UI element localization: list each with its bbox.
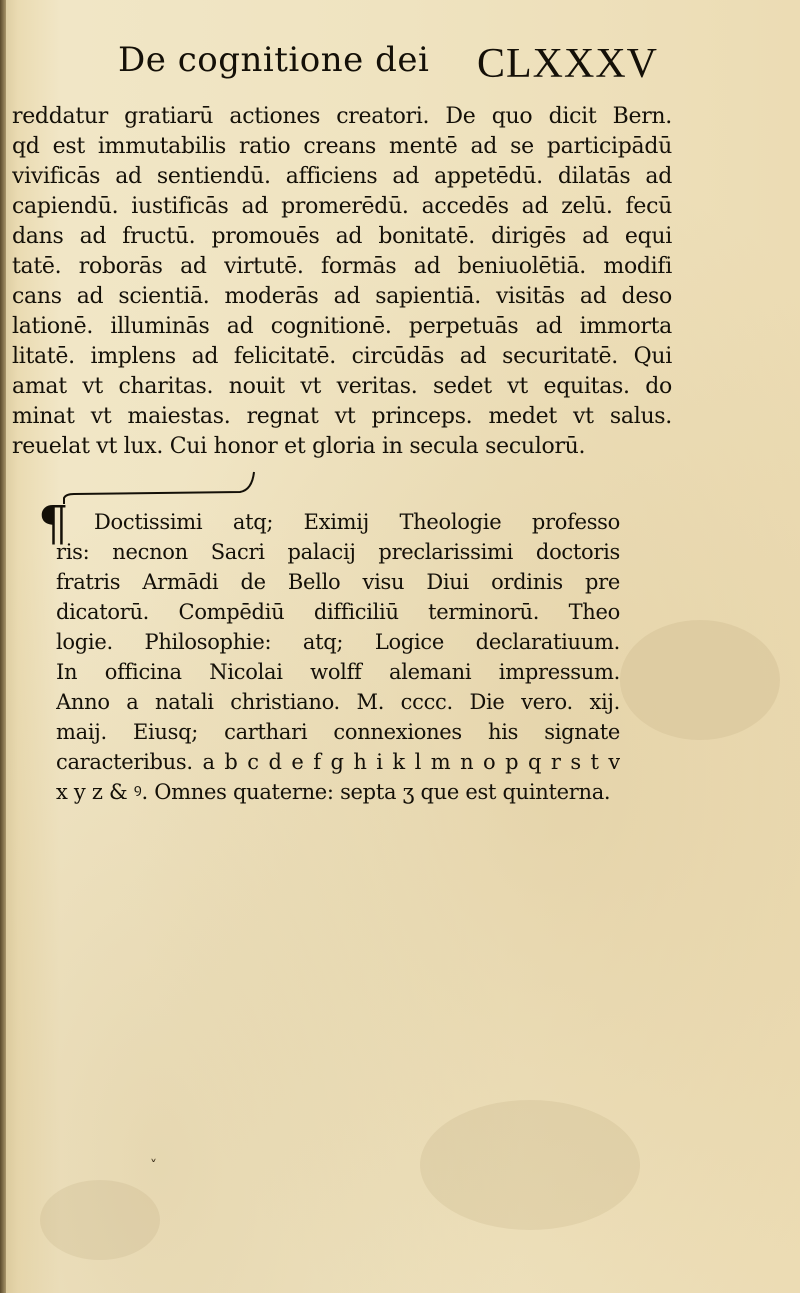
colophon-line: ris: necnon Sacri palacij preclarissimi doctoris: [56, 540, 620, 564]
colophon-line: logie. Philosophie: atq; Logice declaratiuum.: [56, 630, 620, 654]
text-line: vivificās ad sentiendū. afficiens ad appetēdū. dilatās ad: [12, 164, 672, 189]
binding-gutter: [0, 0, 6, 1293]
folio-number: CLXXXV: [477, 41, 658, 87]
text-line: qd est immutabilis ratio creans mentē ad se participādū: [12, 134, 672, 159]
colophon-line: fratris Armādi de Bello visu Diui ordinis pre: [56, 570, 620, 594]
text-line: amat vt charitas. nouit vt veritas. sedet vt equitas. do: [12, 374, 672, 399]
text-line: capiendū. iustificās ad promerēdū. accedēs ad zelū. fecū: [12, 194, 672, 219]
foxing-stain: [40, 1180, 160, 1260]
colophon-line: Doctissimi atq; Eximij Theologie professo: [94, 510, 620, 534]
foxing-stain: [620, 620, 780, 740]
text-line: cans ad scientiā. moderās ad sapientiā. visitās ad deso: [12, 284, 672, 309]
foxing-stain: [420, 1100, 640, 1230]
stray-ink-mark: ˅: [150, 1158, 157, 1174]
colophon-line: dicatorū. Compēdiū difficiliū terminorū. Theo: [56, 600, 620, 624]
colophon-line: maij. Eiusq; carthari connexiones his signate: [56, 720, 620, 744]
running-title: De cognitione dei: [118, 40, 430, 80]
text-line: reuelat vt lux. Cui honor et gloria in secula seculorū.: [12, 434, 586, 459]
colophon-line: In officina Nicolai wolff alemani impressum.: [56, 660, 620, 684]
colophon-line: caracteribus. a b c d e f g h i k l m n o p q r s t v: [56, 750, 620, 774]
text-line: dans ad fructū. promouēs ad bonitatē. dirigēs ad equi: [12, 224, 672, 249]
colophon-bracket-ornament: [60, 468, 260, 508]
colophon-line: Anno a natali christiano. M. cccc. Die vero. xij.: [56, 690, 620, 714]
pilcrow-initial: ¶: [38, 496, 69, 552]
main-text-block: [12, 102, 672, 462]
text-line: minat vt maiestas. regnat vt princeps. medet vt salus.: [12, 404, 672, 429]
text-line: litatē. implens ad felicitatē. circūdās ad securitatē. Qui: [12, 344, 672, 369]
text-line: reddatur gratiarū actiones creatori. De quo dicit Bern.: [12, 104, 672, 129]
text-line: lationē. illuminās ad cognitionē. perpetuās ad immorta: [12, 314, 672, 339]
text-line: tatē. roborās ad virtutē. formās ad beniuolētiā. modifi: [12, 254, 672, 279]
colophon-line: x y z & ꝰ. Omnes quaterne: septa ʒ que est quinterna.: [56, 780, 611, 804]
colophon-block: [56, 507, 620, 807]
